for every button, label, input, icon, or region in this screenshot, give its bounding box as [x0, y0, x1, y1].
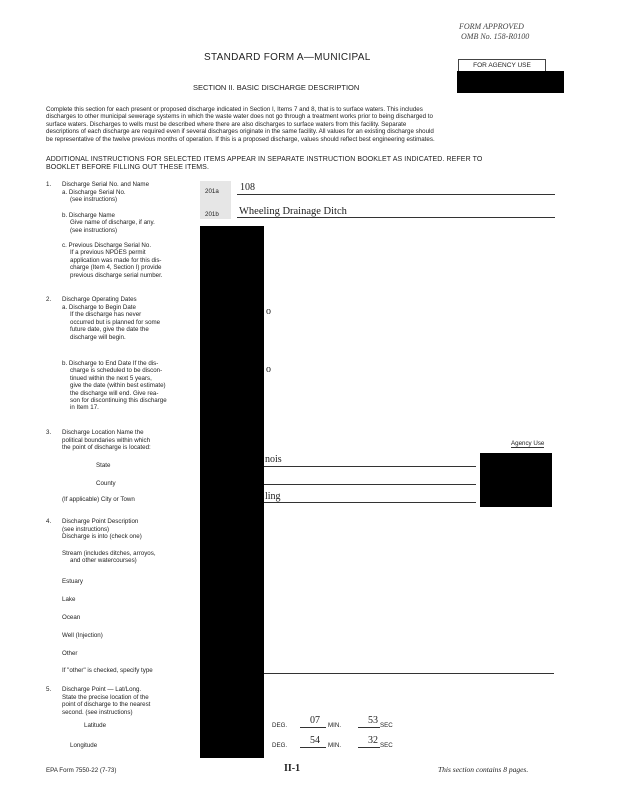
city-value[interactable]: ling	[265, 491, 281, 502]
label-line: Stream (includes ditches, arroyos,	[62, 550, 156, 557]
item-5-sub	[62, 694, 150, 716]
label-line: and other watercourses)	[70, 557, 137, 565]
other-option[interactable]: Other	[62, 650, 78, 657]
form-number: EPA Form 7550-22 (7-73)	[46, 767, 117, 774]
intro-line: descriptions of each discharge are required even if several discharges originate in the same facility. All values for an existing discharge should	[46, 128, 434, 136]
section-title: SECTION II. BASIC DISCHARGE DESCRIPTION	[193, 83, 360, 92]
label-line: (see instructions)	[70, 196, 118, 204]
redaction-agency-use	[480, 453, 552, 507]
county-label: County	[96, 480, 116, 487]
long-min-value[interactable]: 54	[310, 735, 320, 746]
label-line: charge is scheduled to be discon-	[70, 367, 163, 375]
lake-option[interactable]: Lake	[62, 596, 76, 603]
lat-min-underline	[300, 727, 326, 728]
state-label: State	[96, 462, 111, 469]
discharge-serial-value[interactable]: 108	[240, 182, 255, 193]
item-2-title: Discharge Operating Dates	[62, 296, 137, 303]
label-line: a. Discharge Serial No.	[62, 189, 126, 196]
long-deg-label: DEG.	[272, 742, 288, 749]
item-1c-label	[62, 242, 163, 279]
name-underline	[237, 217, 555, 218]
state-underline	[262, 466, 476, 467]
latitude-label: Latitude	[84, 722, 107, 729]
estuary-option[interactable]: Estuary	[62, 578, 83, 585]
label-line: give the date (within best estimate)	[70, 382, 166, 390]
item-1a-label	[62, 189, 126, 204]
label-line: Give name of discharge, if any.	[70, 219, 155, 227]
item-1b-label	[62, 212, 155, 234]
long-sec-value[interactable]: 32	[368, 735, 378, 746]
lat-min-label: MIN.	[328, 722, 342, 729]
other-specify-label: If "other" is checked, specify type	[62, 667, 153, 674]
label-line: charge (Item 4, Section I) provide	[70, 264, 162, 272]
county-underline	[262, 484, 476, 485]
other-specify-underline[interactable]	[262, 673, 554, 674]
item-1a-code: 201a	[205, 188, 219, 195]
label-line: If the discharge has never	[70, 311, 142, 319]
label-line: a. Discharge to Begin Date	[62, 304, 136, 311]
city-label: (If applicable) City or Town	[62, 496, 135, 503]
form-approved-text: FORM APPROVED	[459, 22, 524, 31]
label-line: occurred but is planned for some	[70, 318, 161, 326]
redaction-agency-box	[457, 71, 564, 93]
label-line: Discharge is into (check one)	[62, 533, 142, 541]
label-line: (see instructions)	[62, 526, 110, 533]
section-pages-note: This section contains 8 pages.	[438, 765, 529, 774]
end-date-value[interactable]: o	[266, 364, 271, 375]
label-line: application was made for this dis-	[70, 256, 162, 264]
label-line: State the precise location of the	[62, 694, 149, 701]
item-2b-label	[62, 360, 167, 412]
item-3-number: 3.	[46, 429, 52, 436]
label-line: (see instructions)	[70, 226, 118, 234]
label-line: the discharge will end. Give rea-	[70, 389, 159, 397]
item-3-title: Discharge Location Name the	[62, 429, 144, 436]
label-line: discharge will begin.	[70, 333, 126, 341]
intro-line: Complete this section for each present or proposed discharge indicated in Section I, Items 7 and 8, that is to surface waters. This includes	[46, 106, 423, 113]
redaction-main-column	[200, 226, 264, 758]
item-2-number: 2.	[46, 296, 52, 303]
page-number: II-1	[284, 763, 301, 774]
label-line: future date, give the date the	[70, 326, 149, 334]
serial-underline	[237, 194, 555, 195]
discharge-name-value[interactable]: Wheeling Drainage Ditch	[239, 206, 347, 217]
additional-instructions	[46, 156, 566, 173]
item-1b-code: 201b	[205, 211, 219, 218]
label-line: previous discharge serial number.	[70, 271, 163, 279]
state-value[interactable]: nois	[265, 454, 282, 465]
lat-sec-value[interactable]: 53	[368, 715, 378, 726]
item-1-title: Discharge Serial No. and Name	[62, 181, 150, 188]
additional-line: ADDITIONAL INSTRUCTIONS FOR SELECTED ITEMS APPEAR IN SEPARATE INSTRUCTION BOOKLET AS INDICATED. REFER TO	[46, 156, 483, 163]
long-sec-label: SEC	[380, 742, 393, 749]
ocean-option[interactable]: Ocean	[62, 614, 81, 621]
label-line: b. Discharge Name	[62, 212, 115, 219]
label-line: the point of discharge is located:	[62, 444, 151, 452]
label-line: point of discharge to the nearest	[62, 701, 151, 709]
longitude-label: Longitude	[70, 742, 98, 749]
well-option[interactable]: Well (Injection)	[62, 632, 103, 639]
item-5-title: Discharge Point — Lat/Long.	[62, 686, 142, 693]
omb-number: OMB No. 158-R0100	[461, 32, 530, 41]
item-4-number: 4.	[46, 518, 52, 525]
label-line: second. (see instructions)	[62, 708, 133, 716]
for-agency-use-box: FOR AGENCY USE	[458, 59, 546, 72]
long-min-underline	[300, 747, 326, 748]
additional-line: BOOKLET BEFORE FILLING OUT THESE ITEMS.	[46, 164, 209, 172]
item-5-number: 5.	[46, 686, 52, 693]
label-line: in Item 17.	[70, 404, 99, 412]
city-underline	[262, 502, 476, 503]
item-2a-label	[62, 304, 160, 341]
lat-min-value[interactable]: 07	[310, 715, 320, 726]
label-line: tinued within the next 5 years,	[70, 374, 152, 382]
intro-paragraph	[46, 106, 566, 143]
form-title: STANDARD FORM A—MUNICIPAL	[204, 52, 371, 63]
item-1-number: 1.	[46, 181, 52, 188]
intro-line: surface waters. Discharges to wells must be described where there are also discharges to surface waters from this facility. Separate	[46, 120, 407, 128]
label-line: c. Previous Discharge Serial No.	[62, 242, 152, 249]
long-min-label: MIN.	[328, 742, 342, 749]
stream-option[interactable]	[62, 550, 156, 565]
item-4-sub	[62, 526, 142, 541]
lat-deg-label: DEG.	[272, 722, 288, 729]
long-sec-underline	[358, 747, 380, 748]
label-line: If a previous NPDES permit	[70, 249, 146, 257]
agency-use-label: Agency Use	[511, 440, 545, 447]
lat-sec-label: SEC	[380, 722, 393, 729]
begin-date-value[interactable]: o	[266, 306, 271, 317]
label-line: b. Discharge to End Date If the dis-	[62, 360, 159, 367]
lat-sec-underline	[358, 727, 380, 728]
item-4-title: Discharge Point Description	[62, 518, 139, 525]
label-line: political boundaries within which	[62, 437, 151, 444]
label-line: son for discontinuing this discharge	[70, 397, 167, 405]
intro-line: be representative of the twelve previous months of operation. If this is a proposed discharge, values should reflect best engineering estimates.	[46, 135, 435, 143]
item-3-sub	[62, 437, 151, 452]
intro-line: discharges to other municipal sewerage systems in which the waste water does not go through a treatment works prior to being discharged to	[46, 113, 433, 121]
